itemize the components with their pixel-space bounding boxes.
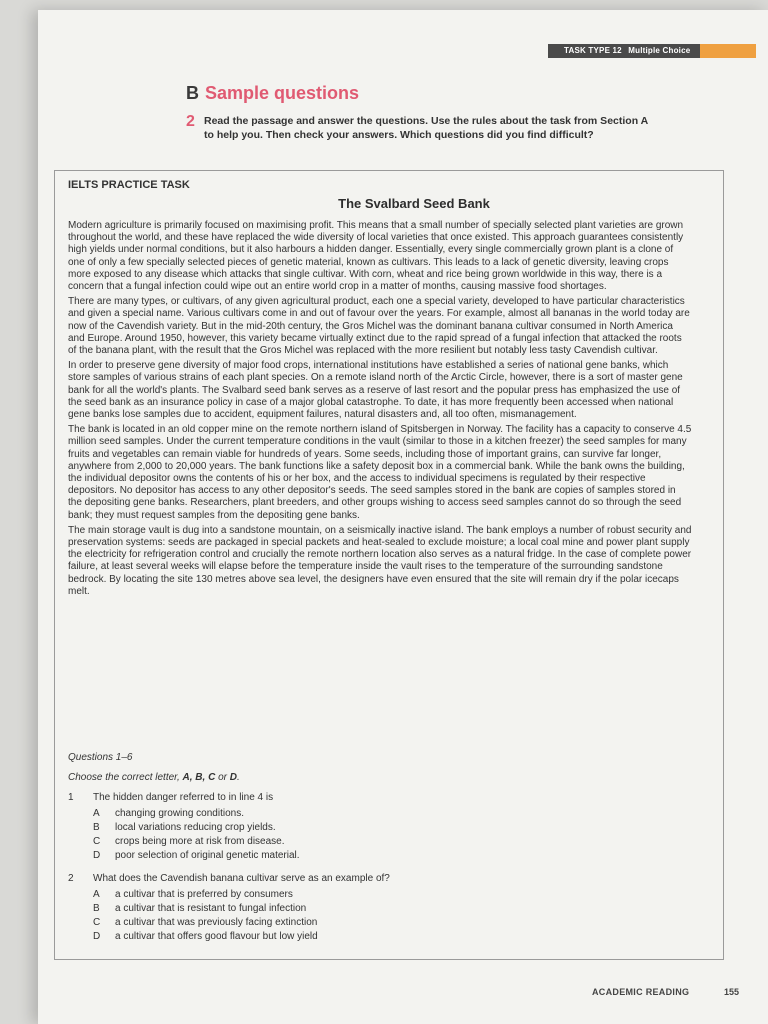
option-text: a cultivar that was previously facing extinction: [115, 917, 318, 928]
passage-paragraph: There are many types, or cultivars, of any given agricultural product, each one a special variety, developed to have particular characteristics and given a special name. Various cultivars come in and out of favour over the years. For example, almost all bananas in the world today are now of the Cavendish variety. But in the mid-20th century, the Gros Michel was the dominant banana cultivar consumed in North America and Europe. Around 1950, however, this variety became virtually extinct due to the rapid spread of a fungal infection that attacked the roots of the banana plant, with the result that the Gros Michel was replaced with the more resilient but notably less tasty Cavendish cultivar.: [68, 296, 690, 357]
reading-passage: [68, 220, 692, 601]
answer-option: [93, 888, 688, 902]
questions-instruction: [68, 772, 688, 783]
practice-task-label: IELTS PRACTICE TASK: [68, 179, 190, 191]
footer-section-name: ACADEMIC READING: [592, 987, 690, 997]
option-text: local variations reducing crop yields.: [115, 822, 276, 833]
option-letter: C: [93, 917, 101, 928]
passage-paragraph: The main storage vault is dug into a sandstone mountain, on a seismically inactive island. The bank employs a number of robust security and preservation systems: seeds are packaged in special packets and heat-sealed to exclude moisture; a local coal mine and power plant supply the electricity for refrigeration control and crucially the remote northern location also serves as a natural fridge. In the case of complete power failure, at least several weeks will elapse before the temperature inside the vault rises to the temperature of the surrounding sandstone bedrock. By locating the site 130 metres above sea level, the designers have even ensured that the site will remain dry if the polar icecaps melt.: [68, 524, 692, 597]
question-stem: The hidden danger referred to in line 4 is: [93, 792, 274, 803]
question-item: [68, 792, 688, 863]
passage-title: The Svalbard Seed Bank: [338, 196, 490, 211]
passage-paragraph: Modern agriculture is primarily focused on maximising profit. This means that a small number of specially selected plant varieties are grown throughout the world, and these have replaced the wide diversity of local varieties that once existed. This approach guarantees consistently high yields under normal conditions, but it also harbours a hidden danger. Essentially, every single commercially grown plant is a clone of one of only a few specially selected pieces of genetic material, known as cultivars. This leads to a lack of genetic diversity, leaving crops more exposed to any disease which attacks that single cultivar. With corn, wheat and rice being grown worldwide in this way, there is a concern that a fungal infection could wipe out an entire world crop in a matter of months, causing massive food shortages.: [68, 220, 684, 293]
option-text: changing growing conditions.: [115, 808, 244, 819]
answer-option: [93, 902, 688, 916]
task-type-name: Multiple Choice: [628, 46, 691, 55]
answer-option: [93, 807, 688, 821]
section-letter: B: [186, 83, 199, 103]
option-letter: B: [93, 822, 100, 833]
option-letter: D: [93, 931, 101, 942]
section-heading: [186, 83, 359, 104]
instruction-text: or: [215, 772, 230, 783]
instruction-letters: D: [229, 772, 237, 783]
step-instruction: Read the passage and answer the questions. Use the rules about the task from Section A to help you. Then check your answers. Which questions did you find difficult?: [204, 115, 648, 141]
passage-paragraph: The bank is located in an old copper mine on the remote northern island of Spitsbergen in Norway. The facility has a capacity to conserve 4.5 million seed samples. Under the current temperature conditions in the vault (similar to those in a kitchen freezer) the seed samples for many fruits and vegetables can remain viable for hundreds of years. Some seeds, including those of important grains, can survive far longer, anywhere from 2,000 to 20,000 years. The bank functions like a safety deposit box in a commercial bank. While the bank owns the building, the individual depositor owns the contents of his or her box, and the access to individual specimens is regulated by their respective depositors. No depositor has access to any other depositor's seeds. The seed samples stored in the bank are copies of samples stored in the depositing gene banks. Researchers, plant breeders, and other groups wishing to access seed samples cannot do so through the seed bank; they must request samples from the depositing gene banks.: [68, 424, 692, 521]
option-letter: A: [93, 889, 100, 900]
answer-option: [93, 930, 688, 944]
instruction-text: Choose the correct letter,: [68, 772, 183, 783]
task-type-banner: [548, 44, 756, 58]
answer-option: [93, 916, 688, 930]
option-text: poor selection of original genetic material.: [115, 850, 300, 861]
answer-option: [93, 849, 688, 863]
questions-section: [68, 752, 688, 954]
option-text: crops being more at risk from disease.: [115, 836, 285, 847]
option-text: a cultivar that is resistant to fungal infection: [115, 903, 307, 914]
option-letter: B: [93, 903, 100, 914]
answer-option: [93, 821, 688, 835]
instruction-letters: A, B, C: [182, 772, 216, 783]
instruction-text: .: [236, 772, 240, 783]
option-text: a cultivar that offers good flavour but low yield: [115, 931, 318, 942]
question-number: 2: [68, 873, 74, 884]
task-type-label: [548, 44, 700, 58]
option-letter: C: [93, 836, 101, 847]
step-number: 2: [186, 113, 195, 130]
task-type-number: TASK TYPE 12: [564, 46, 622, 55]
answer-option: [93, 835, 688, 849]
option-text: a cultivar that is preferred by consumers: [115, 889, 293, 900]
section-title: Sample questions: [205, 83, 360, 103]
question-item: [68, 873, 688, 944]
option-letter: D: [93, 850, 101, 861]
question-stem: What does the Cavendish banana cultivar serve as an example of?: [93, 873, 390, 884]
option-letter: A: [93, 808, 100, 819]
page-number: 155: [724, 987, 740, 997]
passage-paragraph: In order to preserve gene diversity of major food crops, international institutions have established a series of national gene banks, which store samples of various strains of each plant species. On a remote island north of the Arctic Circle, however, there is a sort of master gene bank for all the world's plants. The Svalbard seed bank serves as a reserve of last resort and the popular press has emphasized the use of the seed bank as an insurance policy in case of a major global catastrophe. To date, it has more frequently been accessed when national gene banks lose samples due to accident, equipment failures, natural disasters and, all too often, mismanagement.: [68, 360, 683, 421]
question-number: 1: [68, 792, 74, 803]
questions-heading: Questions 1–6: [68, 752, 133, 763]
